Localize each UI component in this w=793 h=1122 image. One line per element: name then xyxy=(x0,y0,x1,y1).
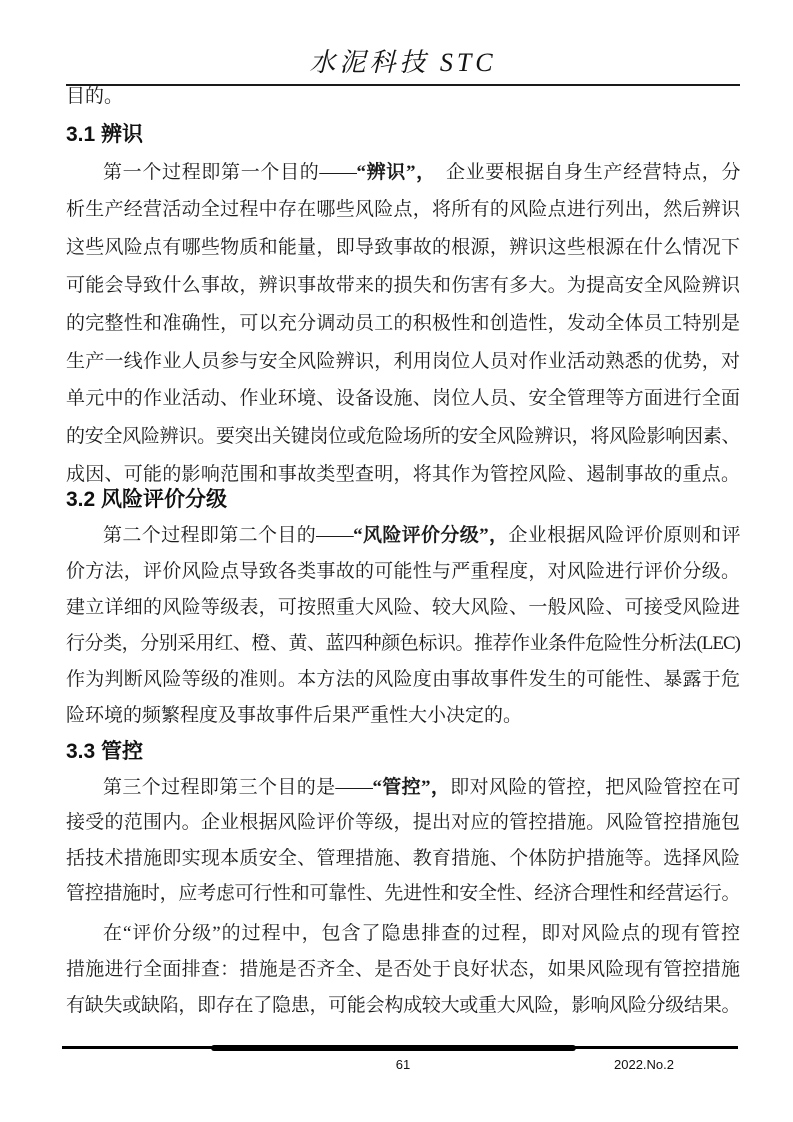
document-line xyxy=(66,267,740,305)
sec-intro-continuation-and-3-1 xyxy=(66,78,740,494)
document-line xyxy=(66,380,740,418)
sec-3-2-risk-evaluation-grading xyxy=(66,482,740,734)
footer-divider xyxy=(62,1046,738,1049)
document-line xyxy=(66,916,740,952)
document-line xyxy=(66,770,740,806)
document-line xyxy=(66,229,740,267)
document-line xyxy=(66,952,740,988)
text-run: 措施进行全面排查：措施是否齐全、是否处于良好状态，如果风险现有管控措施 xyxy=(66,959,740,980)
text-run: 括技术措施即实现本质安全、管理措施、教育措施、个体防护措施等。选择风险 xyxy=(66,847,740,869)
section-heading: 3.1 辨识 xyxy=(66,122,144,146)
document-line xyxy=(66,590,740,626)
text-run: 管控措施时，应考虑可行性和可靠性、先进性和安全性、经济合理性和经营运行。 xyxy=(66,883,740,905)
page-number: 61 xyxy=(395,1057,411,1072)
text-run: 第一个过程即第一个目的—— xyxy=(103,161,357,183)
text-run: 的安全风险辨识。要突出关键岗位或危险场所的安全风险辨识，将风险影响因素、 xyxy=(66,426,740,448)
emphasis-run: “辨识”， xyxy=(356,161,427,183)
text-run: 即对风险的管控，把风险管控在可 xyxy=(450,776,740,798)
text-run: 险环境的频繁程度及事故事件后果严重性大小决定的。 xyxy=(66,705,523,726)
document-line xyxy=(66,191,740,229)
sec-3-3-paragraph-2 xyxy=(66,916,740,1024)
emphasis-run: “风险评价分级”， xyxy=(353,525,509,546)
document-line xyxy=(66,78,740,116)
section-heading: 3.2 风险评价分级 xyxy=(66,488,228,511)
emphasis-run: “管控”， xyxy=(372,776,451,798)
document-line xyxy=(66,343,740,381)
text-run: 企业要根据自身生产经营特点，分 xyxy=(426,161,740,183)
document-line xyxy=(66,418,740,456)
sec-3-3-control xyxy=(66,734,740,912)
journal-title: 水泥科技 STC xyxy=(309,48,497,77)
issue-number: 2022.No.2 xyxy=(614,1057,674,1072)
text-run: 的完整性和准确性，可以充分调动员工的积极性和创造性，发动全体员工特别是 xyxy=(66,312,740,334)
document-line xyxy=(66,988,740,1024)
text-run: 作为判断风险等级的准则。本方法的风险度由事故事件发生的可能性、暴露于危 xyxy=(66,669,740,690)
text-run: 有缺失或缺陷，即存在了隐患，可能会构成较大或重大风险，影响风险分级结果。 xyxy=(66,995,740,1016)
text-run: 析生产经营活动全过程中存在哪些风险点，将所有的风险点进行列出，然后辨识 xyxy=(66,199,740,221)
text-run: 建立详细的风险等级表，可按照重大风险、较大风险、一般风险、可接受风险进 xyxy=(66,597,740,618)
text-run: 第二个过程即第二个目的—— xyxy=(103,525,354,546)
document-body xyxy=(66,0,740,1122)
text-run: 企业根据风险评价原则和评 xyxy=(508,525,740,546)
text-run: 价方法，评价风险点导致各类事故的可能性与严重程度，对风险进行评价分级。 xyxy=(66,561,740,582)
document-line xyxy=(66,154,740,192)
document-line xyxy=(66,518,740,554)
text-run: 第三个过程即第三个目的是—— xyxy=(103,776,373,798)
text-run: 行分类，分别采用红、橙、黄、蓝四种颜色标识。推荐作业条件危险性分析法(LEC) xyxy=(66,633,740,654)
text-run: 生产一线作业人员参与安全风险辨识，利用岗位人员对作业活动熟悉的优势，对 xyxy=(66,350,740,372)
section-heading: 3.3 管控 xyxy=(66,740,144,763)
document-line xyxy=(66,626,740,662)
text-run: 这些风险点有哪些物质和能量，即导致事故的根源，辨识这些根源在什么情况下 xyxy=(66,237,740,259)
text-run: 在“评价分级”的过程中，包含了隐患排查的过程，即对风险点的现有管控 xyxy=(103,923,740,944)
text-run: 接受的范围内。企业根据风险评价等级，提出对应的管控措施。风险管控措施包 xyxy=(66,812,740,834)
document-line xyxy=(66,805,740,841)
text-run: 成因、可能的影响范围和事故类型查明，将其作为管控风险、遏制事故的重点。 xyxy=(66,463,740,485)
text-run: 可能会导致什么事故，辨识事故带来的损失和伤害有多大。为提高安全风险辨识 xyxy=(66,274,740,296)
document-line xyxy=(66,305,740,343)
document-line xyxy=(66,662,740,698)
text-run: 单元中的作业活动、作业环境、设备设施、岗位人员、安全管理等方面进行全面 xyxy=(66,388,740,410)
document-line xyxy=(66,554,740,590)
document-line xyxy=(66,698,740,734)
footer-divider-thick-segment xyxy=(211,1045,576,1051)
document-line xyxy=(66,841,740,877)
text-run: 目的。 xyxy=(66,86,124,107)
document-line xyxy=(66,876,740,912)
